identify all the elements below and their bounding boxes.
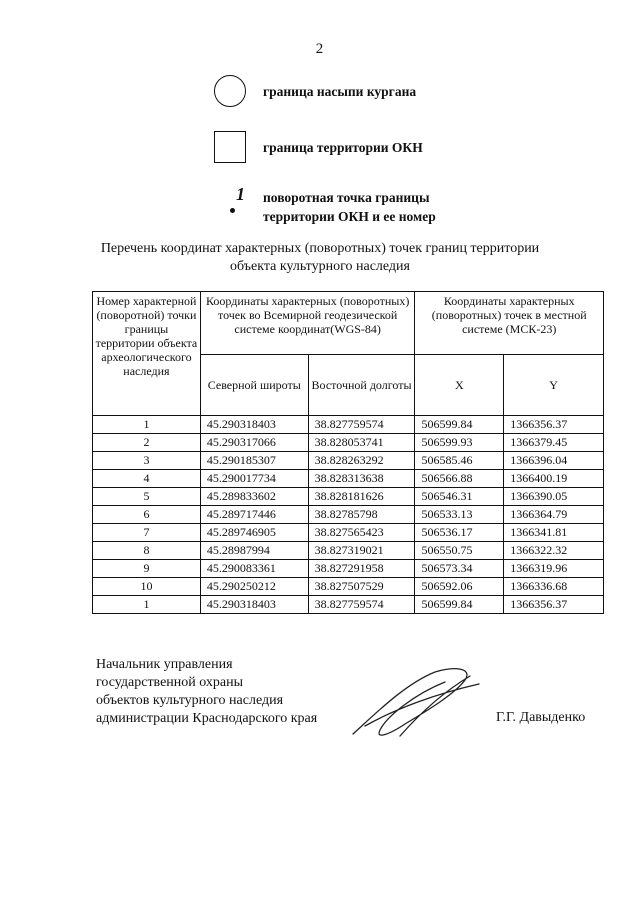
turning-point-dot-icon bbox=[230, 208, 235, 213]
legend-mound-label: граница насыпи кургана bbox=[263, 84, 417, 99]
y-cell: 1366322.32 bbox=[504, 542, 604, 560]
point-number-cell: 1 bbox=[93, 416, 201, 434]
legend-point-line2: территории ОКН и ее номер bbox=[263, 209, 436, 224]
page-number: 2 bbox=[315, 41, 324, 57]
x-cell: 506592.06 bbox=[415, 578, 504, 596]
longitude-cell: 38.827759574 bbox=[308, 416, 415, 434]
x-cell: 506536.17 bbox=[415, 524, 504, 542]
longitude-cell: 38.827759574 bbox=[308, 596, 415, 614]
y-cell: 1366356.37 bbox=[504, 416, 604, 434]
x-cell: 506599.84 bbox=[415, 416, 504, 434]
territory-boundary-square-icon bbox=[214, 131, 246, 163]
mound-boundary-circle-icon bbox=[214, 75, 246, 107]
table-row bbox=[93, 578, 604, 596]
table-row bbox=[93, 524, 604, 542]
latitude-cell: 45.289833602 bbox=[200, 488, 308, 506]
y-cell: 1366379.45 bbox=[504, 434, 604, 452]
signature-line3: объектов культурного наследия bbox=[96, 693, 284, 708]
y-cell: 1366319.96 bbox=[504, 560, 604, 578]
x-cell: 506585.46 bbox=[415, 452, 504, 470]
longitude-cell: 38.828263292 bbox=[308, 452, 415, 470]
y-cell: 1366356.37 bbox=[504, 596, 604, 614]
table-row bbox=[93, 452, 604, 470]
point-number-cell: 9 bbox=[93, 560, 201, 578]
x-cell: 506533.13 bbox=[415, 506, 504, 524]
table-row bbox=[93, 506, 604, 524]
table-row bbox=[93, 470, 604, 488]
table-row bbox=[93, 542, 604, 560]
latitude-cell: 45.290317066 bbox=[200, 434, 308, 452]
latitude-cell: 45.289717446 bbox=[200, 506, 308, 524]
longitude-cell: 38.827565423 bbox=[308, 524, 415, 542]
y-cell: 1366390.05 bbox=[504, 488, 604, 506]
point-number-cell: 10 bbox=[93, 578, 201, 596]
coordinates-table bbox=[92, 291, 604, 614]
group-wgs84: Координаты характерных (поворотных) точек во Всемирной геодезической системе координат(WGS-84) bbox=[200, 292, 415, 355]
signatory-name: Г.Г. Давыденко bbox=[496, 710, 586, 725]
x-cell: 506550.75 bbox=[415, 542, 504, 560]
y-cell: 1366364.79 bbox=[504, 506, 604, 524]
point-number-cell: 3 bbox=[93, 452, 201, 470]
y-cell: 1366341.81 bbox=[504, 524, 604, 542]
coordinates-heading bbox=[30, 240, 610, 276]
latitude-cell: 45.290017734 bbox=[200, 470, 308, 488]
x-cell: 506566.88 bbox=[415, 470, 504, 488]
heading-line1: Перечень координат характерных (поворотных) точек границ территории bbox=[100, 241, 540, 256]
signature-line1: Начальник управления bbox=[96, 657, 233, 672]
signature-line2: государственной охраны bbox=[96, 675, 244, 690]
longitude-cell: 38.828053741 bbox=[308, 434, 415, 452]
point-number-cell: 5 bbox=[93, 488, 201, 506]
latitude-cell: 45.290083361 bbox=[200, 560, 308, 578]
longitude-cell: 38.82785798 bbox=[308, 506, 415, 524]
table-row bbox=[93, 488, 604, 506]
col-point-number: Номер характерной (поворотной) точки границы территории объекта археологического наследия bbox=[93, 292, 201, 416]
point-number-cell: 4 bbox=[93, 470, 201, 488]
point-number-cell: 7 bbox=[93, 524, 201, 542]
x-cell: 506546.31 bbox=[415, 488, 504, 506]
y-cell: 1366396.04 bbox=[504, 452, 604, 470]
table-body bbox=[93, 416, 604, 614]
latitude-cell: 45.290185307 bbox=[200, 452, 308, 470]
latitude-cell: 45.290318403 bbox=[200, 416, 308, 434]
point-number-cell: 8 bbox=[93, 542, 201, 560]
y-cell: 1366336.68 bbox=[504, 578, 604, 596]
table-row bbox=[93, 596, 604, 614]
legend-territory-label: граница территории ОКН bbox=[263, 140, 423, 155]
longitude-cell: 38.828181626 bbox=[308, 488, 415, 506]
legend-point-label bbox=[263, 188, 436, 226]
handwritten-signature-icon bbox=[345, 664, 485, 744]
col-y: Y bbox=[504, 355, 604, 416]
latitude-cell: 45.290318403 bbox=[200, 596, 308, 614]
col-latitude: Северной широты bbox=[200, 355, 308, 416]
turning-point-number-icon: 1 bbox=[236, 184, 245, 204]
longitude-cell: 38.827319021 bbox=[308, 542, 415, 560]
latitude-cell: 45.28987994 bbox=[200, 542, 308, 560]
col-longitude: Восточной долготы bbox=[308, 355, 415, 416]
heading-line2: объекта культурного наследия bbox=[230, 259, 410, 274]
legend-point-line1: поворотная точка границы bbox=[263, 190, 430, 205]
point-number-cell: 6 bbox=[93, 506, 201, 524]
point-number-cell: 2 bbox=[93, 434, 201, 452]
longitude-cell: 38.828313638 bbox=[308, 470, 415, 488]
x-cell: 506573.34 bbox=[415, 560, 504, 578]
latitude-cell: 45.290250212 bbox=[200, 578, 308, 596]
longitude-cell: 38.827507529 bbox=[308, 578, 415, 596]
longitude-cell: 38.827291958 bbox=[308, 560, 415, 578]
table-row bbox=[93, 434, 604, 452]
table-row bbox=[93, 416, 604, 434]
signature-position bbox=[96, 656, 317, 728]
y-cell: 1366400.19 bbox=[504, 470, 604, 488]
x-cell: 506599.84 bbox=[415, 596, 504, 614]
latitude-cell: 45.289746905 bbox=[200, 524, 308, 542]
point-number-cell: 1 bbox=[93, 596, 201, 614]
table-row bbox=[93, 560, 604, 578]
group-msk23: Координаты характерных (поворотных) точек в местной системе (МСК-23) bbox=[415, 292, 604, 355]
table-header-row bbox=[93, 292, 604, 355]
x-cell: 506599.93 bbox=[415, 434, 504, 452]
signature-line4: администрации Краснодарского края bbox=[96, 711, 318, 726]
col-x: X bbox=[415, 355, 504, 416]
